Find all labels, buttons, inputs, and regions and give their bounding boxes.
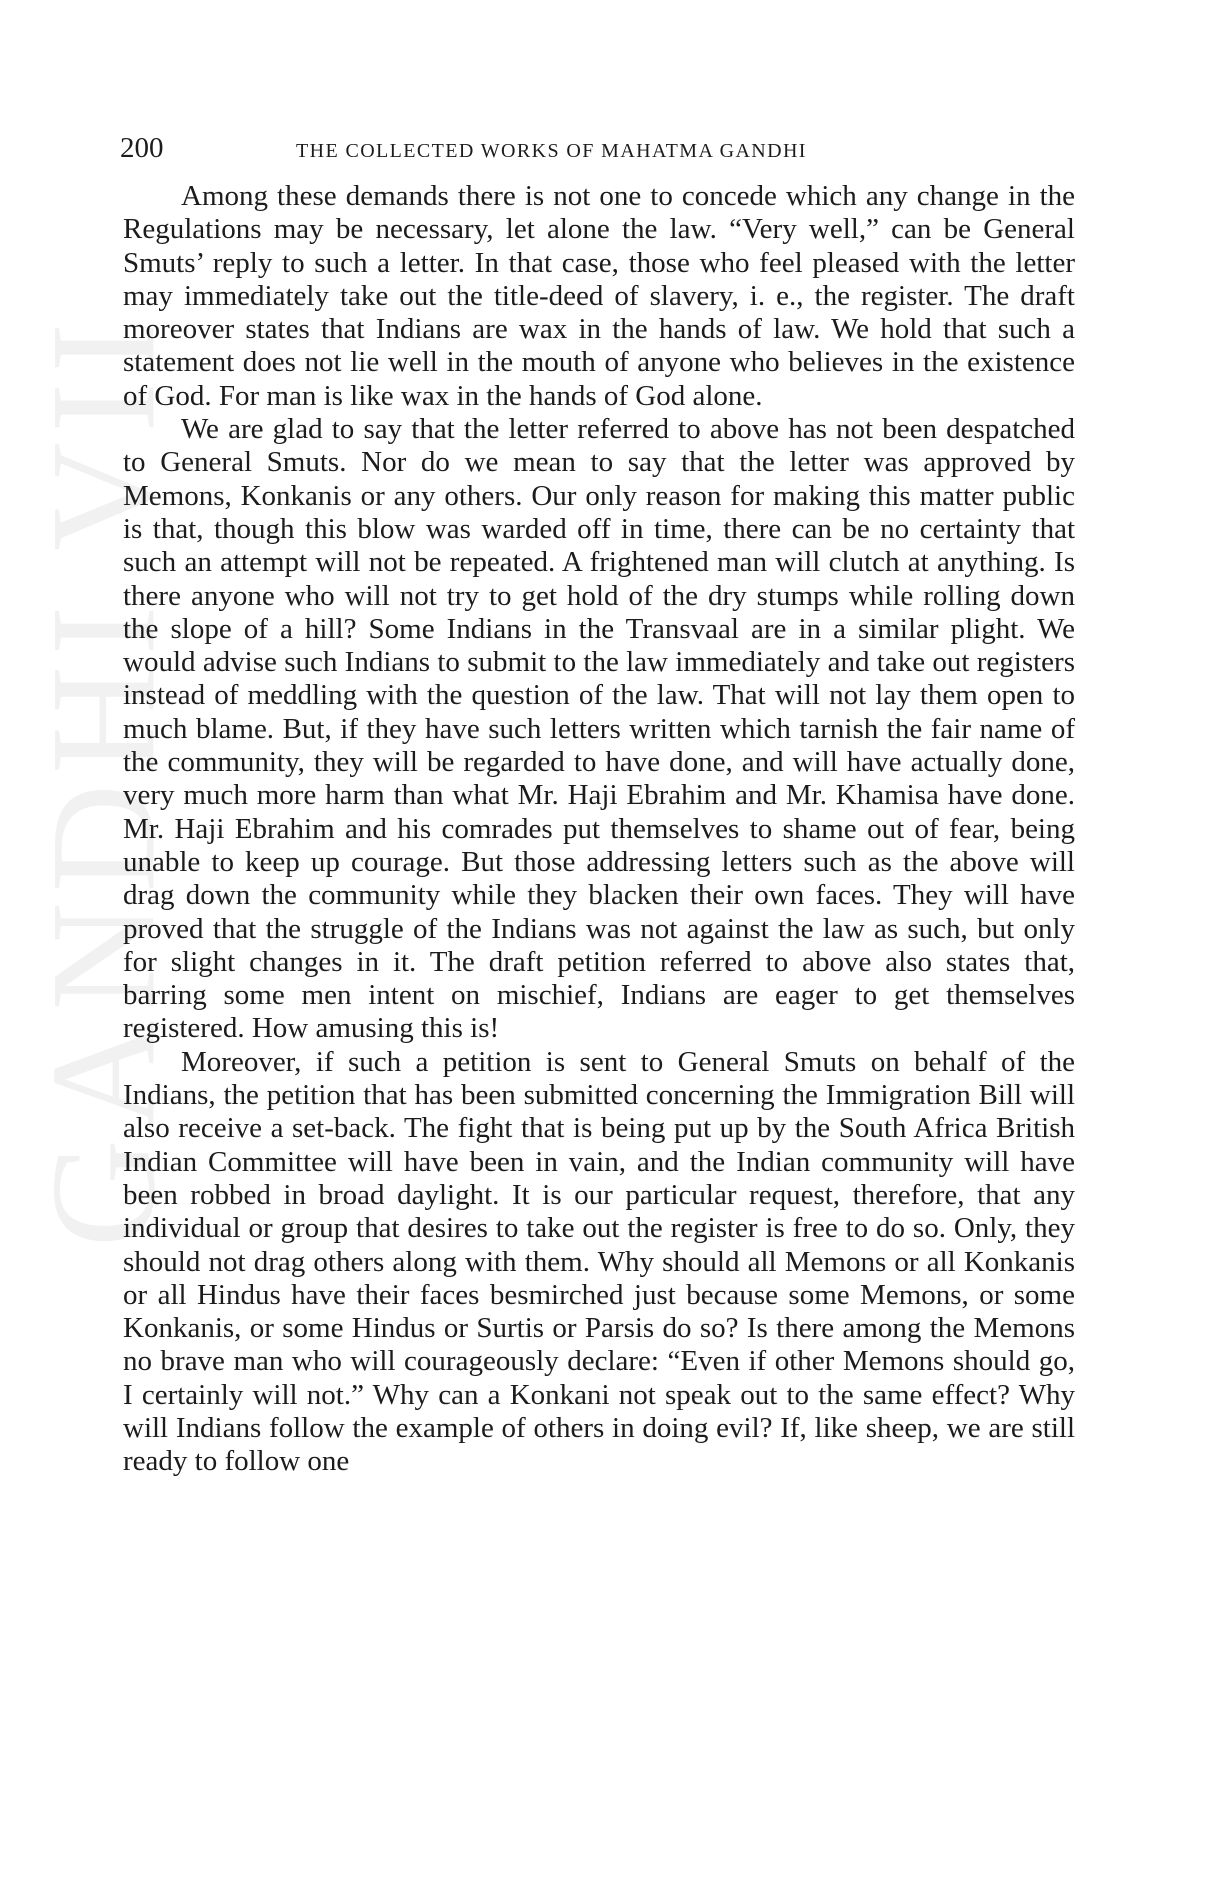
page-header	[120, 128, 1080, 168]
paragraph-3: Moreover, if such a petition is sent to General Smuts on behalf of the Indians, the petition that has been submitted concerning the Immigration Bill will also receive a set-back. The fight that is being put up by the South Africa British Indian Committee will have been in vain, and the Indian community will have been robbed in broad daylight. It is our particular request, therefore, that any individual or group that desires to take out the register is free to do so. Only, they should not drag others along with them. Why should all Memons or all Konkanis or all Hindus have their faces besmirched just because some Memons, or some Konkanis, or some Hindus or Surtis or Parsis do so? Is there among the Memons no brave man who will courageously declare: “Even if other Memons should go, I certainly will not.” Why can a Konkani not speak out to the same effect? Why will Indians follow the example of others in doing evil? If, like sheep, we are still ready to follow one	[123, 1045, 1075, 1478]
watermark-text: GANDHI VII	[20, 312, 187, 1248]
page-number: 200	[120, 132, 164, 164]
running-head: THE COLLECTED WORKS OF MAHATMA GANDHI	[296, 140, 807, 162]
body-text	[123, 180, 1075, 1479]
paragraph-1: Among these demands there is not one to concede which any change in the Regulations may be necessary, let alone the law. “Very well,” can be General Smuts’ reply to such a letter. In that case, those who feel pleased with the letter may immediately take out the title-deed of slavery, i. e., the register. The draft moreover states that Indians are wax in the hands of law. We hold that such a statement does not lie well in the mouth of anyone who believes in the existence of God. For man is like wax in the hands of God alone.	[123, 180, 1075, 412]
paragraph-2: We are glad to say that the letter referred to above has not been despatched to General Smuts. Nor do we mean to say that the letter was approved by Memons, Konkanis or any others. Our only reason for making this matter public is that, though this blow was warded off in time, there can be no certainty that such an attempt will not be repeated. A frightened man will clutch at anything. Is there anyone who will not try to get hold of the dry stumps while rolling down the slope of a hill? Some Indians in the Transvaal are in a similar plight. We would advise such Indians to submit to the law immediately and take out registers instead of meddling with the question of the law. That will not lay them open to much blame. But, if they have such letters written which tarnish the fair name of the community, they will be regarded to have done, and will have actually done, very much more harm than what Mr. Haji Ebrahim and Mr. Khamisa have done. Mr. Haji Ebrahim and his comrades put themselves to shame out of fear, being unable to keep up courage. But those addressing letters such as the above will drag down the community while they blacken their own faces. They will have proved that the struggle of the Indians was not against the law as such, but only for slight changes in it. The draft petition referred to above also states that, barring some men intent on mischief, Indians are eager to get themselves registered. How amusing this is!	[123, 413, 1075, 1045]
